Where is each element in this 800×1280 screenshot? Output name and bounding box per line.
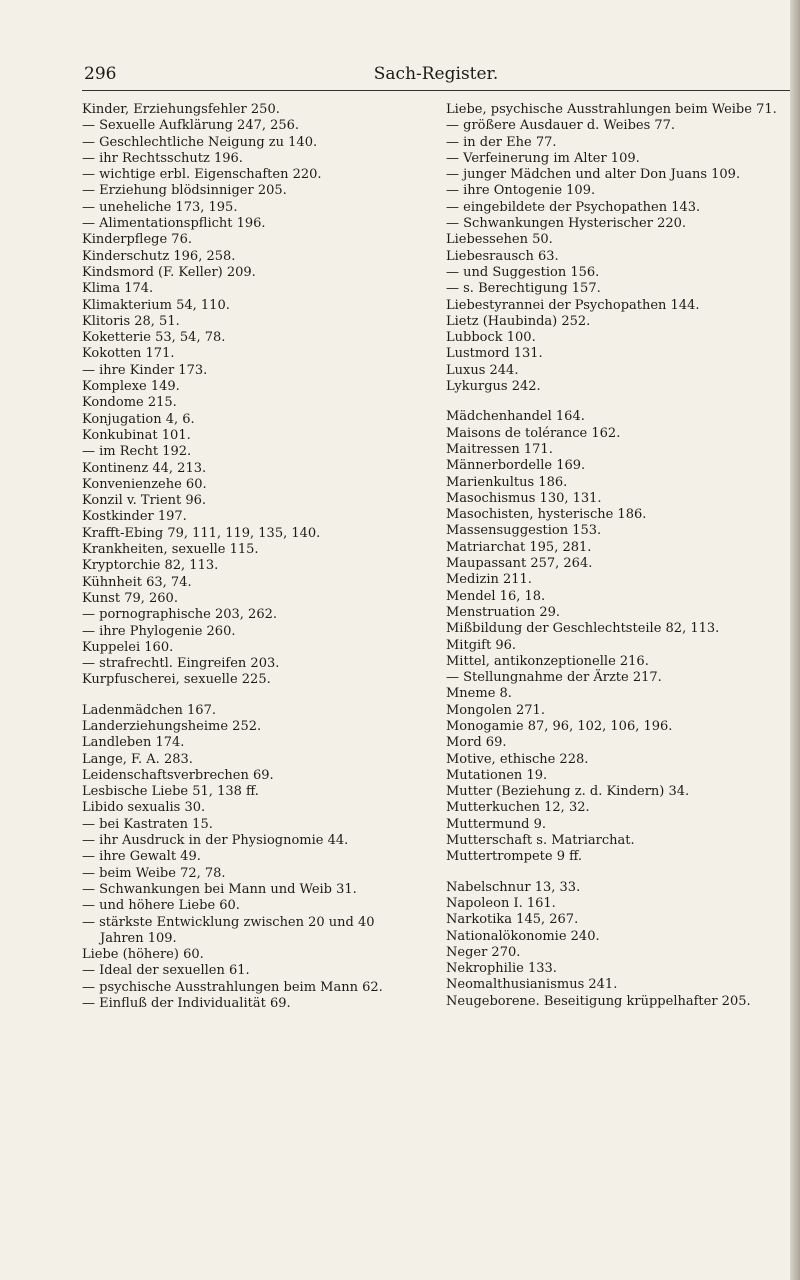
index-column-right	[446, 102, 791, 1010]
index-entry: Neger 270.	[446, 944, 521, 960]
index-entry: Konzil v. Trient 96.	[82, 493, 207, 509]
index-entry: — junger Mädchen und alter Don Juans 109.	[446, 167, 741, 183]
index-entry: Ladenmädchen 167.	[82, 702, 216, 718]
index-entry: — Alimentationspflicht 196.	[82, 216, 266, 232]
index-entry: — größere Ausdauer d. Weibes 77.	[446, 118, 676, 134]
index-entry: Landerziehungsheime 252.	[82, 718, 262, 734]
index-entry: Liebesrausch 63.	[446, 248, 559, 264]
index-entry: Liebe, psychische Ausstrahlungen beim Weibe 71.	[446, 102, 777, 117]
index-entry: Maupassant 257, 264.	[446, 556, 593, 572]
index-entry: Kuppelei 160.	[82, 639, 174, 655]
index-entry: Libido sexualis 30.	[82, 800, 206, 816]
index-entry: Lietz (Haubinda) 252.	[446, 313, 591, 329]
section-gap	[446, 395, 791, 409]
index-entry: Mutter (Beziehung z. d. Kindern) 34.	[446, 784, 690, 800]
index-entry: Kokotten 171.	[82, 346, 175, 362]
index-entry: Kindsmord (F. Keller) 209.	[82, 264, 256, 280]
index-entry: Kühnheit 63, 74.	[82, 574, 192, 590]
index-entry: — Geschlechtliche Neigung zu 140.	[82, 134, 318, 150]
index-entry: — ihre Phylogenie 260.	[82, 623, 236, 639]
index-entry: Lesbische Liebe 51, 138 ff.	[82, 784, 259, 800]
index-entry: Kinderschutz 196, 258.	[82, 248, 236, 264]
index-entry: Komplexe 149.	[82, 379, 180, 395]
index-entry: Krankheiten, sexuelle 115.	[82, 542, 259, 558]
index-entry: Mißbildung der Geschlechtsteile 82, 113.	[446, 621, 720, 637]
section-gap	[82, 689, 402, 703]
header-rule	[82, 90, 794, 91]
index-entry: Luxus 244.	[446, 362, 519, 378]
index-entry: Mord 69.	[446, 735, 507, 751]
index-entry: Liebessehen 50.	[446, 232, 553, 248]
index-entry: Mittel, antikonzeptionelle 216.	[446, 653, 649, 669]
index-entry: Medizin 211.	[446, 572, 532, 588]
index-entry: — Stellungnahme der Ärzte 217.	[446, 670, 662, 686]
index-entry: — Sexuelle Aufklärung 247, 256.	[82, 118, 300, 134]
page-header	[80, 64, 792, 86]
index-entry: Masochismus 130, 131.	[446, 490, 602, 506]
index-entry: Kontinenz 44, 213.	[82, 460, 207, 476]
index-entry: Mutationen 19.	[446, 767, 548, 783]
index-entry: Masochisten, hysterische 186.	[446, 507, 647, 523]
index-entry: Monogamie 87, 96, 102, 106, 196.	[446, 718, 673, 734]
index-entry: — Erziehung blödsinniger 205.	[82, 183, 287, 199]
index-entry: Landleben 174.	[82, 735, 185, 751]
index-entry: Matriarchat 195, 281.	[446, 539, 592, 555]
index-entry: Mneme 8.	[446, 686, 512, 702]
index-entry: — ihre Gewalt 49.	[82, 849, 201, 865]
index-entry: Kinder, Erziehungsfehler 250.	[82, 102, 280, 117]
index-entry: Kondome 215.	[82, 395, 177, 411]
index-entry: Mutterschaft s. Matriarchat.	[446, 833, 635, 849]
index-entry: — ihr Ausdruck in der Physiognomie 44.	[82, 833, 349, 849]
index-entry: Motive, ethische 228.	[446, 751, 589, 767]
index-entry: — strafrechtl. Eingreifen 203.	[82, 656, 280, 672]
index-entry: Konkubinat 101.	[82, 427, 191, 443]
index-entry: Narkotika 145, 267.	[446, 912, 579, 928]
index-entry: — stärkste Entwicklung zwischen 20 und 40 Jahren 109.	[82, 914, 375, 946]
index-entry: — wichtige erbl. Eigenschaften 220.	[82, 167, 322, 183]
index-entry: Maisons de tolérance 162.	[446, 425, 621, 441]
index-entry: — uneheliche 173, 195.	[82, 199, 238, 215]
index-entry: — s. Berechtigung 157.	[446, 281, 601, 297]
index-entry: Mongolen 271.	[446, 702, 545, 718]
index-entry: — Einfluß der Individualität 69.	[82, 996, 291, 1012]
running-title: Sach-Register.	[373, 64, 499, 84]
index-entry: — Verfeinerung im Alter 109.	[446, 150, 640, 166]
index-entry: — Ideal der sexuellen 61.	[82, 963, 250, 979]
index-column-left	[82, 102, 402, 1012]
index-entry: Kunst 79, 260.	[82, 590, 178, 606]
index-entry: Liebestyrannei der Psychopathen 144.	[446, 297, 700, 313]
index-entry: Nekrophilie 133.	[446, 961, 557, 977]
index-entry: Klima 174.	[82, 281, 154, 297]
index-entry: — in der Ehe 77.	[446, 134, 557, 150]
index-entry: Menstruation 29.	[446, 604, 560, 620]
index-entry: Lubbock 100.	[446, 330, 536, 346]
index-entry: Marienkultus 186.	[446, 474, 568, 490]
index-entry: Klimakterium 54, 110.	[82, 297, 230, 313]
index-entry: Napoleon I. 161.	[446, 895, 556, 911]
page-number: 296	[84, 64, 117, 84]
index-entry: Neugeborene. Beseitigung krüppelhafter 205.	[446, 993, 751, 1009]
index-entry: Koketterie 53, 54, 78.	[82, 330, 226, 346]
index-entry: Nationalökonomie 240.	[446, 928, 600, 944]
index-entry: Kostkinder 197.	[82, 509, 187, 525]
index-entry: Kinderpflege 76.	[82, 232, 192, 248]
index-entry: Liebe (höhere) 60.	[82, 947, 204, 963]
index-entry: Mutterkuchen 12, 32.	[446, 800, 590, 816]
index-entry: Mädchenhandel 164.	[446, 409, 585, 425]
index-entry: — ihre Kinder 173.	[82, 362, 208, 378]
index-entry: — und höhere Liebe 60.	[82, 898, 240, 914]
index-entry: Kryptorchie 82, 113.	[82, 558, 219, 574]
index-entry: Konjugation 4, 6.	[82, 411, 195, 427]
index-entry: Kurpfuscherei, sexuelle 225.	[82, 672, 271, 688]
page-edge	[790, 0, 800, 1280]
index-entry: Mitgift 96.	[446, 637, 517, 653]
index-entry: Lustmord 131.	[446, 346, 543, 362]
index-entry: Massensuggestion 153.	[446, 523, 602, 539]
index-entry: Männerbordelle 169.	[446, 458, 586, 474]
index-entry: Maitressen 171.	[446, 441, 553, 457]
index-entry: Leidenschaftsverbrechen 69.	[82, 767, 274, 783]
index-entry: — im Recht 192.	[82, 444, 192, 460]
index-entry: — eingebildete der Psychopathen 143.	[446, 199, 701, 215]
index-entry: Muttertrompete 9 ff.	[446, 849, 583, 865]
index-entry: Krafft-Ebing 79, 111, 119, 135, 140.	[82, 525, 321, 541]
index-entry: — ihr Rechtsschutz 196.	[82, 150, 243, 166]
index-entry: Nabelschnur 13, 33.	[446, 879, 581, 895]
index-entry: — ihre Ontogenie 109.	[446, 183, 596, 199]
index-entry: Neomalthusianismus 241.	[446, 977, 618, 993]
index-entry: Konvenienzehe 60.	[82, 476, 207, 492]
index-entry: — Schwankungen Hysterischer 220.	[446, 216, 687, 232]
index-entry: — Schwankungen bei Mann und Weib 31.	[82, 881, 357, 897]
index-entry: Muttermund 9.	[446, 816, 546, 832]
section-gap	[446, 866, 791, 880]
index-entry: — pornographische 203, 262.	[82, 607, 278, 623]
index-entry: — psychische Ausstrahlungen beim Mann 62.	[82, 979, 383, 995]
index-entry: Mendel 16, 18.	[446, 588, 546, 604]
index-entry: — beim Weibe 72, 78.	[82, 865, 226, 881]
index-entry: Lange, F. A. 283.	[82, 751, 193, 767]
index-entry: Lykurgus 242.	[446, 379, 541, 395]
index-entry: Klitoris 28, 51.	[82, 313, 180, 329]
index-entry: — und Suggestion 156.	[446, 264, 600, 280]
index-entry: — bei Kastraten 15.	[82, 816, 213, 832]
